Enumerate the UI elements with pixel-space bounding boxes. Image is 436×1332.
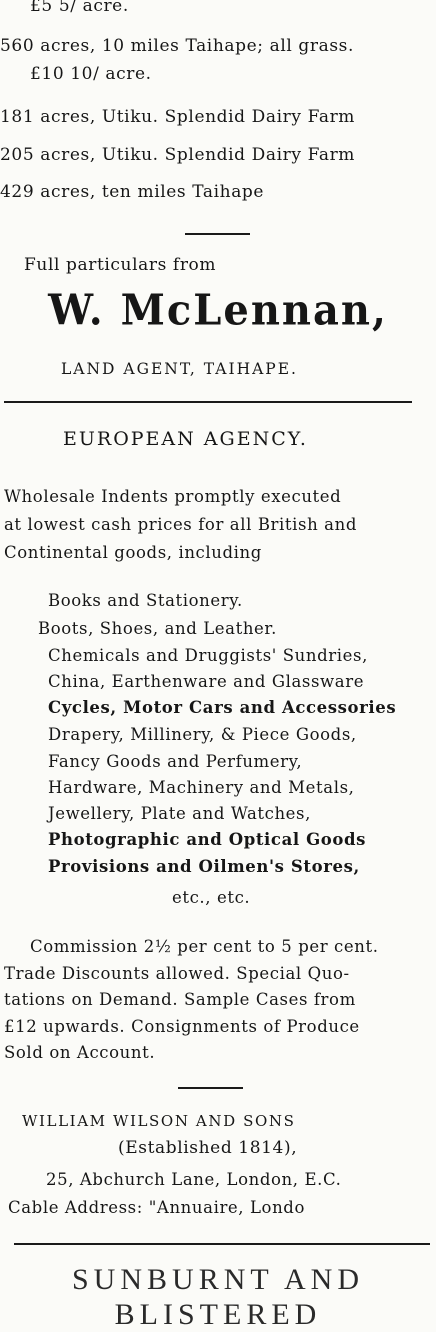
firm-name: WILLIAM WILSON AND SONS <box>22 1112 296 1130</box>
goods-item: Books and Stationery. <box>48 591 243 610</box>
agent-name: W. McLennan, <box>48 285 388 336</box>
goods-item: Fancy Goods and Perfumery, <box>48 752 303 771</box>
terms-line: £12 upwards. Consignments of Produce <box>4 1017 360 1036</box>
firm-cable: Cable Address: "Annuaire, Londo <box>8 1198 305 1217</box>
terms-line: tations on Demand. Sample Cases from <box>4 990 356 1009</box>
particulars-intro: Full particulars from <box>24 255 217 275</box>
next-ad-headline-1: SUNBURNT AND <box>72 1263 364 1296</box>
goods-item: etc., etc. <box>172 888 251 907</box>
terms-line: Commission 2½ per cent to 5 per cent. <box>30 937 379 956</box>
goods-item: Boots, Shoes, and Leather. <box>38 619 277 638</box>
terms-line: Trade Discounts allowed. Special Quo- <box>4 964 350 983</box>
divider-rule <box>14 1243 430 1245</box>
listing-price-2: £10 10/ acre. <box>30 64 152 84</box>
firm-address: 25, Abchurch Lane, London, E.C. <box>46 1170 342 1189</box>
terms-line: Sold on Account. <box>4 1043 156 1062</box>
agency-intro-1: Wholesale Indents promptly executed <box>4 487 342 506</box>
listing-560-acres: 560 acres, 10 miles Taihape; all grass. <box>0 36 355 56</box>
agency-intro-3: Continental goods, including <box>4 543 262 562</box>
goods-item: Hardware, Machinery and Metals, <box>48 778 355 797</box>
listing-181-acres: 181 acres, Utiku. Splendid Dairy Farm <box>0 107 356 127</box>
section-dash <box>178 1087 243 1089</box>
agency-intro-2: at lowest cash prices for all British and <box>4 515 357 534</box>
goods-item: Jewellery, Plate and Watches, <box>48 804 311 823</box>
goods-item: Cycles, Motor Cars and Accessories <box>48 698 397 717</box>
goods-item: Photographic and Optical Goods <box>48 830 366 849</box>
agency-heading: EUROPEAN AGENCY. <box>63 428 308 450</box>
listing-205-acres: 205 acres, Utiku. Splendid Dairy Farm <box>0 145 356 165</box>
listing-429-acres: 429 acres, ten miles Taihape <box>0 182 265 202</box>
goods-item: China, Earthenware and Glassware <box>48 672 365 691</box>
goods-item: Provisions and Oilmen's Stores, <box>48 857 360 876</box>
next-ad-headline-2: BLISTERED <box>114 1298 322 1331</box>
firm-established: (Established 1814), <box>118 1138 298 1158</box>
listing-price-1: £5 5/ acre. <box>30 0 129 16</box>
goods-item: Drapery, Millinery, & Piece Goods, <box>48 725 357 744</box>
section-dash <box>185 233 250 235</box>
goods-item: Chemicals and Druggists' Sundries, <box>48 646 368 665</box>
agent-title: LAND AGENT, TAIHAPE. <box>61 360 298 378</box>
divider-rule <box>4 401 412 403</box>
